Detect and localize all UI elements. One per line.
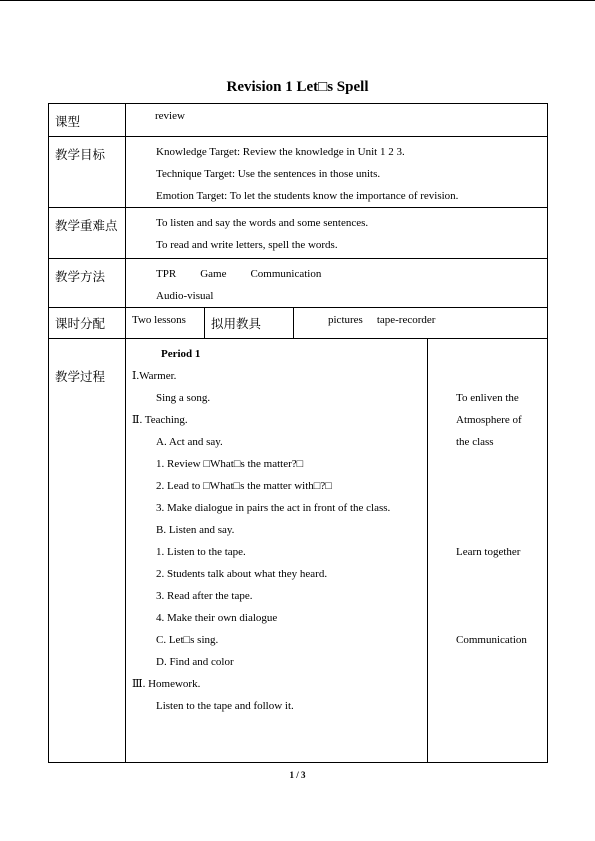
note-line: [456, 519, 547, 541]
row-process: [49, 339, 548, 763]
row-key-points: [49, 208, 548, 259]
note-line: Atmosphere of: [456, 414, 522, 426]
period-heading: Period 1: [161, 348, 201, 360]
note-line: [456, 365, 547, 387]
note-line: [456, 563, 547, 585]
row-methods: [49, 259, 548, 308]
note-line: [456, 343, 547, 365]
label-teaching-aids: 拟用教具: [205, 308, 294, 339]
label-objectives: 教学目标: [49, 137, 126, 208]
method-item: Game: [200, 268, 227, 280]
note-line: [456, 453, 547, 475]
value-teaching-aids: [294, 308, 548, 339]
objective-line: Technique Target: Use the sentences in those units.: [156, 168, 381, 180]
step-line: 1. Review □What□s the matter?□: [156, 458, 304, 470]
step-line: B. Listen and say.: [156, 524, 235, 536]
objective-line: Knowledge Target: Review the knowledge in Unit 1 2 3.: [156, 146, 405, 158]
step-line: 3. Make dialogue in pairs the act in front of the class.: [156, 502, 391, 514]
step-line: Ⅱ. Teaching.: [132, 414, 188, 426]
process-notes: [428, 339, 548, 763]
objectives-list: [126, 137, 548, 208]
label-type: 课型: [49, 104, 126, 137]
aid-item: pictures: [328, 314, 363, 326]
step-line: 4. Make their own dialogue: [156, 612, 278, 624]
step-line: 3. Read after the tape.: [156, 590, 253, 602]
value-schedule: Two lessons: [126, 308, 205, 339]
row-type: [49, 104, 548, 137]
key-point-line: To read and write letters, spell the words.: [156, 239, 338, 251]
step-line: Listen to the tape and follow it.: [156, 700, 294, 712]
value-type: review: [126, 104, 548, 137]
method-item: TPR: [156, 268, 177, 280]
lesson-plan-table: [48, 103, 548, 763]
step-line: Ⅲ. Homework.: [132, 678, 201, 690]
note-line: [456, 585, 547, 607]
row-objectives: [49, 137, 548, 208]
step-line: 1. Listen to the tape.: [156, 546, 246, 558]
label-methods: 教学方法: [49, 259, 126, 308]
step-line: 2. Students talk about what they heard.: [156, 568, 328, 580]
row-schedule: [49, 308, 548, 339]
label-schedule: 课时分配: [49, 308, 126, 339]
page-number: 1 / 3: [289, 770, 306, 780]
process-steps: [126, 339, 428, 763]
methods-line-2: Audio-visual: [156, 290, 214, 302]
aid-item: tape-recorder: [376, 314, 436, 326]
step-line: Sing a song.: [156, 392, 211, 404]
page-title: Revision 1 Let□s Spell: [226, 79, 369, 95]
step-line: D. Find and color: [156, 656, 234, 668]
objective-line: Emotion Target: To let the students know the importance of revision.: [156, 190, 459, 202]
note-line: [456, 475, 547, 497]
step-line: C. Let□s sing.: [156, 634, 219, 646]
note-line: Learn together: [456, 546, 521, 558]
note-line: Communication: [456, 634, 527, 646]
note-line: [456, 497, 547, 519]
methods-line: [156, 263, 547, 285]
step-line: 2. Lead to □What□s the matter with□?□: [156, 480, 332, 492]
note-line: the class: [456, 436, 494, 448]
label-process: 教学过程: [49, 339, 126, 763]
key-points-list: [126, 208, 548, 259]
method-item: Communication: [250, 268, 322, 280]
key-point-line: To listen and say the words and some sentences.: [156, 217, 369, 229]
methods-cell: [126, 259, 548, 308]
step-line: A. Act and say.: [156, 436, 223, 448]
note-line: To enliven the: [456, 392, 519, 404]
label-key-points: 教学重难点: [49, 208, 126, 259]
note-line: [456, 607, 547, 629]
top-rule: [0, 0, 595, 1]
step-line: Ⅰ.Warmer.: [132, 370, 177, 382]
